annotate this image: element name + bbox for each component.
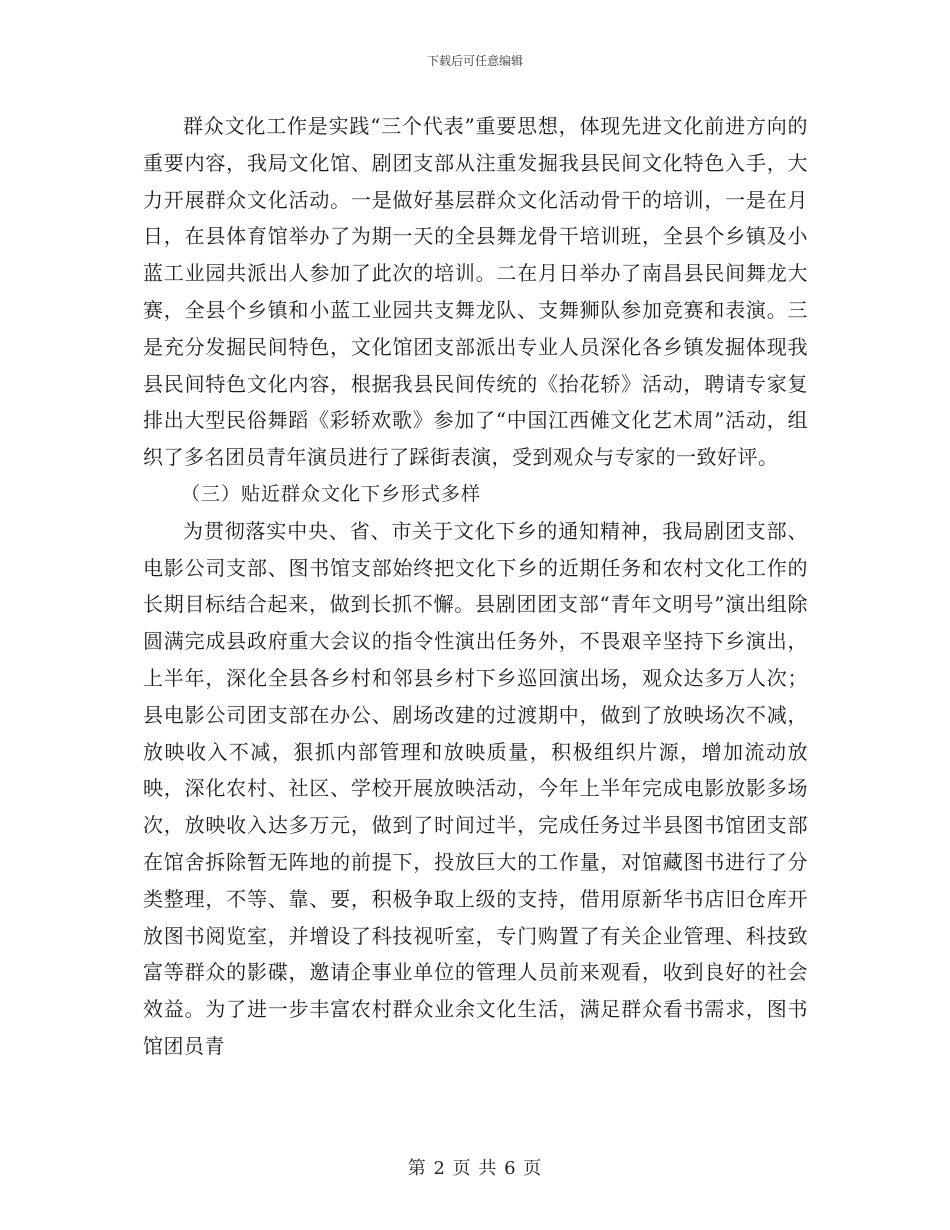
- paragraph-culture-countryside: 为贯彻落实中央、省、市关于文化下乡的通知精神，我局剧团支部、电影公司支部、图书馆支部始终把文化下乡的近期任务和农村文化工作的长期目标结合起来，做到长抓不懈。县剧团团支部“青年文明号”演出组除圆满完成县政府重大会议的指令性演出任务外，不畏艰辛坚持下乡演出，上半年，深化全县各乡村和邻县乡村下乡巡回演出场，观众达多万人次；县电影公司团支部在办公、剧场改建的过渡期中，做到了放映场次不减，放映收入不减，狠抓内部管理和放映质量，积极组织片源，增加流动放映，深化农村、社区、学校开展放映活动，今年上半年完成电影放影多场次，放映收入达多万元，做到了时间过半，完成任务过半县图书馆团支部在馆舍拆除暂无阵地的前提下，投放巨大的工作量，对馆藏图书进行了分类整理，不等、靠、要，积极争取上级的支持，借用原新华书店旧仓库开放图书阅览室，并增设了科技视听室，专门购置了有关企业管理、科技致富等群众的影碟，邀请企事业单位的管理人员前来观看，收到良好的社会效益。为了进一步丰富农村群众业余文化生活，满足群众看书需求，图书馆团员青: [143, 518, 808, 1058]
- section-heading-3: （三）贴近群众文化下乡形式多样: [181, 482, 482, 505]
- page-header: 下载后可任意编辑: [426, 54, 523, 68]
- paragraph-mass-culture: 群众文化工作是实践“三个代表”重要思想，体现先进文化前进方向的重要内容，我局文化馆、剧团支部从注重发掘我县民间文化特色入手，大力开展群众文化活动。一是做好基层群众文化活动骨干的培训，一是在月日，在县体育馆举办了为期一天的全县舞龙骨干培训班，全县个乡镇及小蓝工业园共派出人参加了此次的培训。二在月日举办了南昌县民间舞龙大赛，全县个乡镇和小蓝工业园共支舞龙队、支舞狮队参加竞赛和表演。三是充分发掘民间特色，文化馆团支部派出专业人员深化各乡镇发掘体现我县民间特色文化内容，根据我县民间传统的《抬花轿》活动，聘请专家复排出大型民俗舞蹈《彩轿欢歌》参加了“中国江西傩文化艺术周”活动，组织了多名团员青年演员进行了踩街表演，受到观众与专家的一致好评。: [143, 114, 808, 470]
- page-footer: 第 2 页 共 6 页: [407, 1158, 543, 1179]
- document-body: [143, 108, 808, 1065]
